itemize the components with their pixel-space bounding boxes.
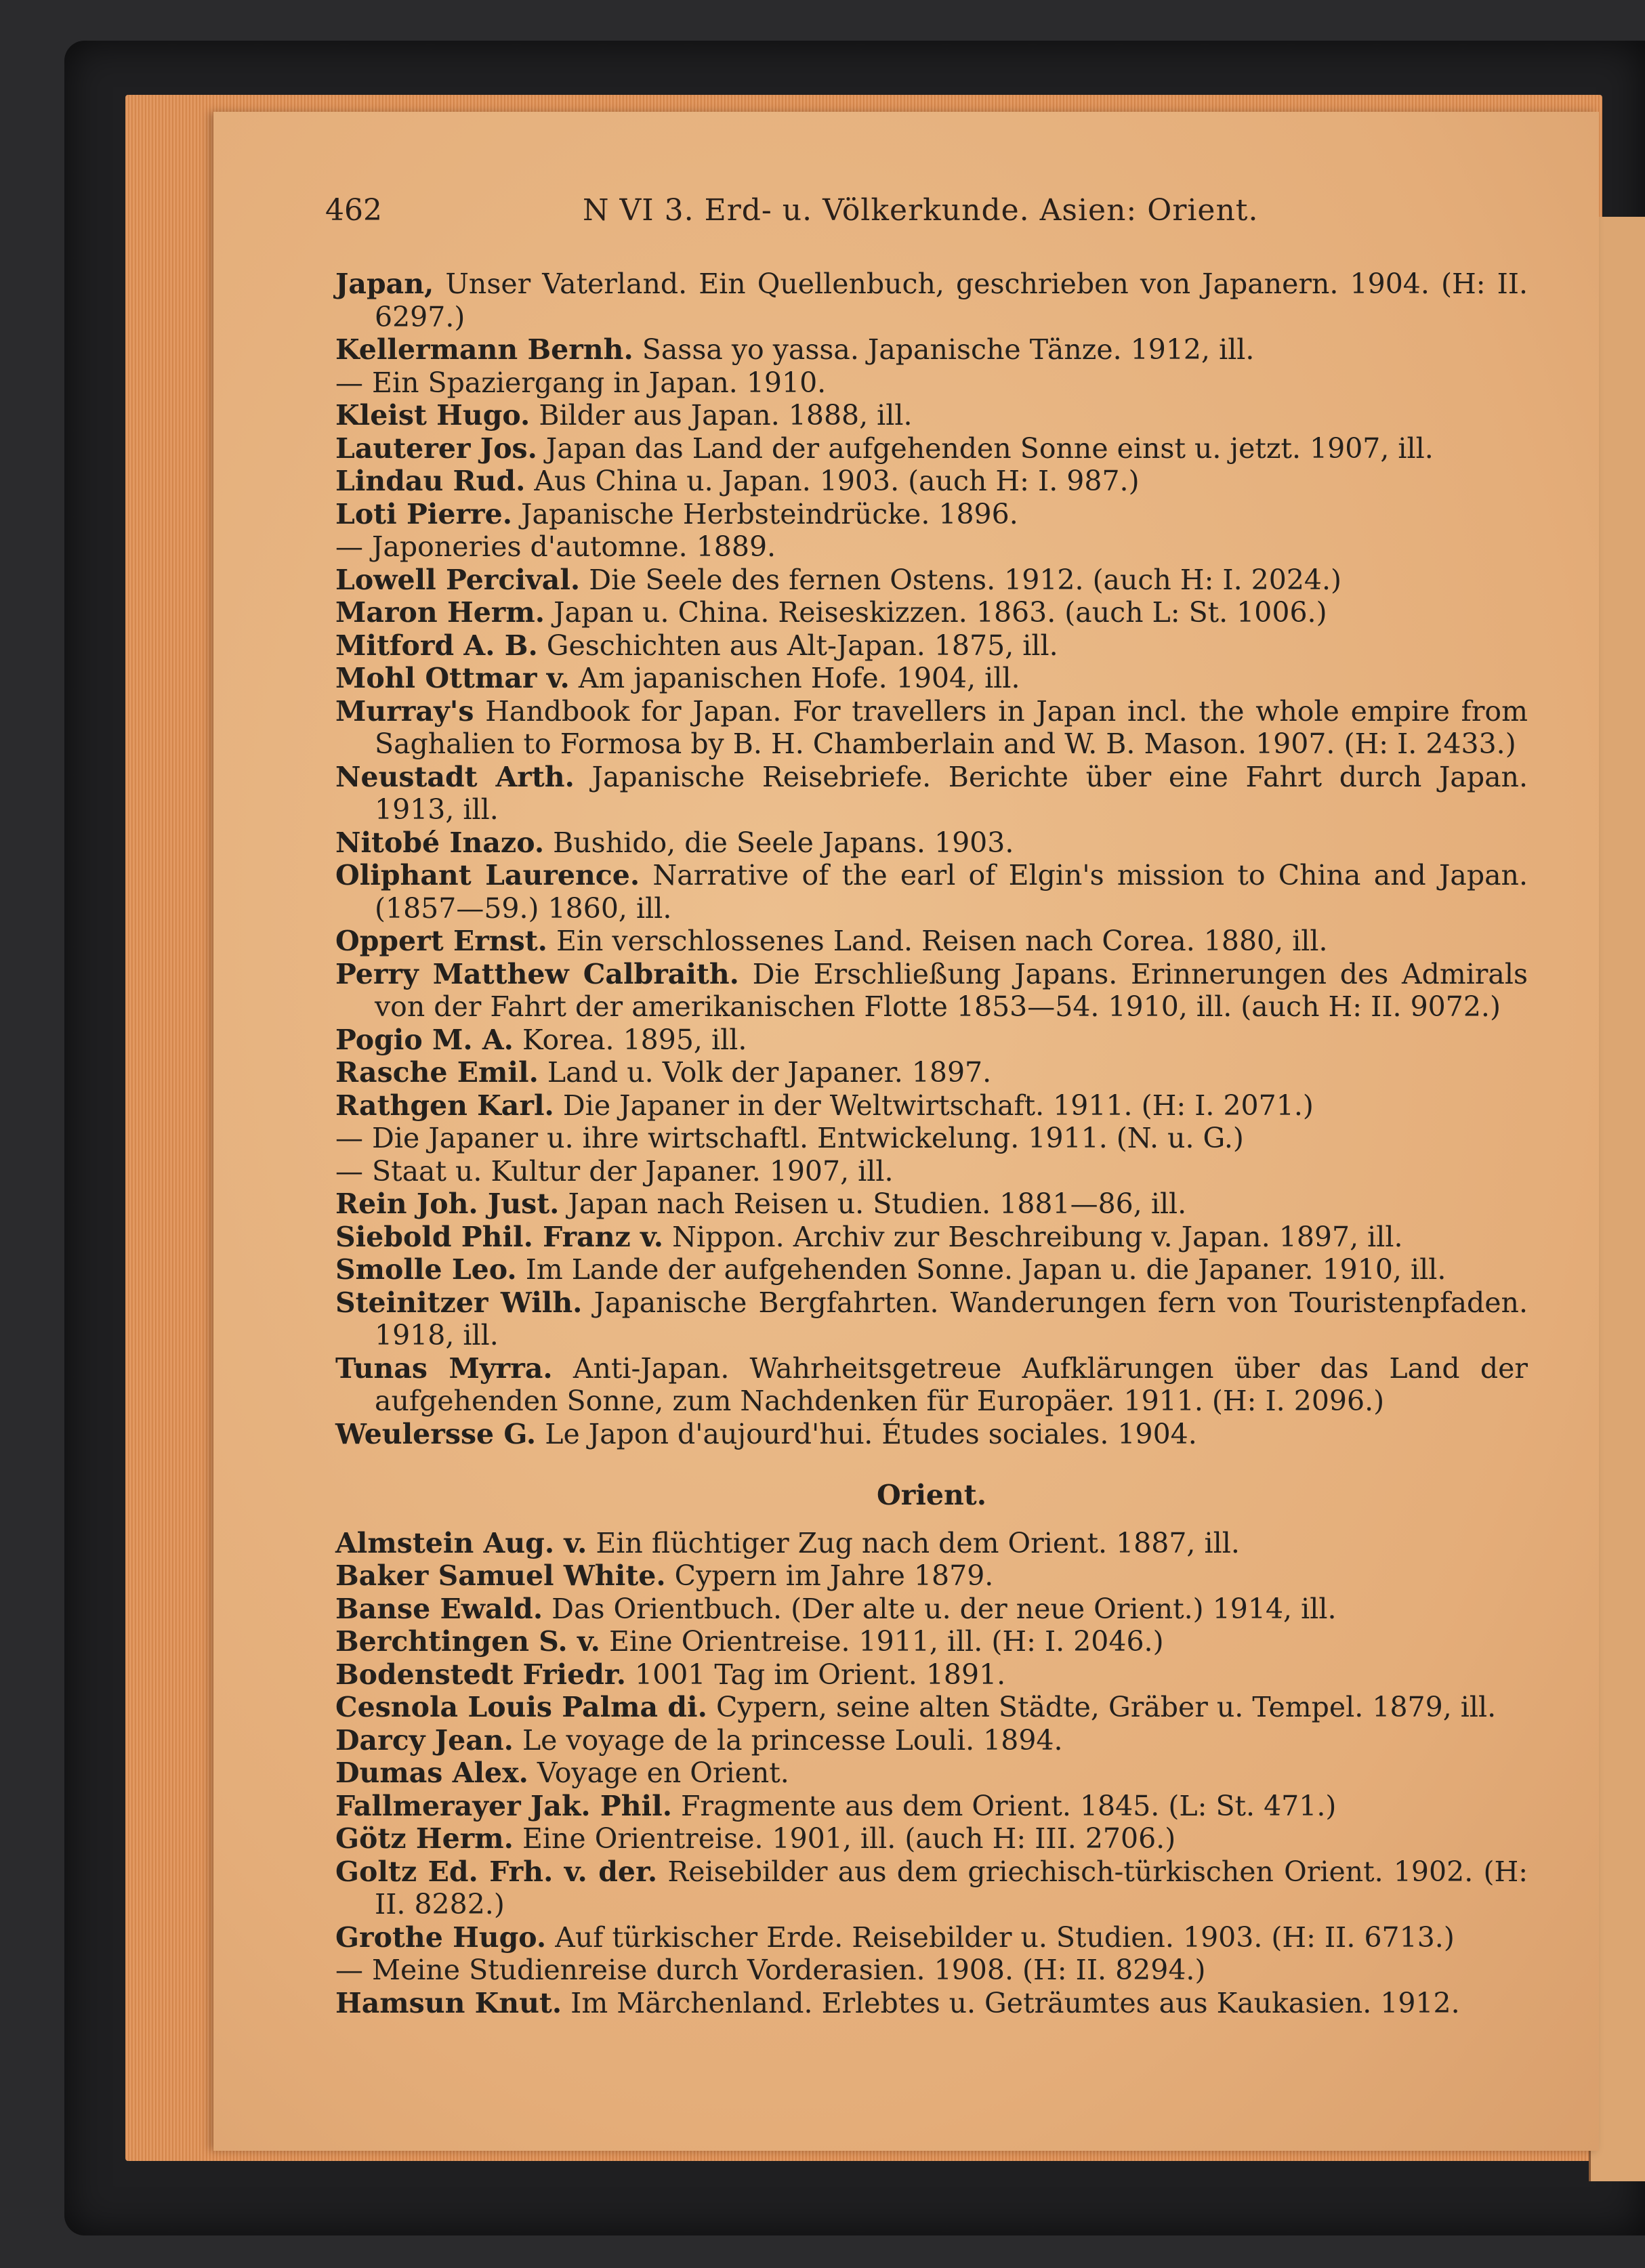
bibliography-entry [335, 1724, 1528, 1757]
entry-text: Japanische Bergfahrten. Wanderungen fern von Touristenpfaden. 1918, ill. [375, 1286, 1528, 1351]
entry-author: Perry Matthew Calbraith. [335, 957, 739, 990]
entry-author: Murray's [335, 694, 474, 728]
entry-text: Japan das Land der aufgehenden Sonne einst u. jetzt. 1907, ill. [537, 432, 1434, 465]
entry-text: Sassa yo yassa. Japanische Tänze. 1912, ill. [633, 333, 1255, 366]
entry-author: Nitobé Inazo. [335, 826, 545, 859]
bibliography-entry [335, 1089, 1528, 1122]
bibliography-entry [335, 695, 1528, 761]
bibliography-entry [335, 1691, 1528, 1724]
entry-text: Japan nach Reisen u. Studien. 1881—86, ill. [559, 1188, 1187, 1220]
bibliography-entry [335, 498, 1528, 531]
entry-text: — Japoneries d'automne. 1889. [335, 530, 776, 563]
entry-text: — Ein Spaziergang in Japan. 1910. [335, 366, 827, 399]
entry-author: Japan, [335, 268, 434, 300]
entry-author: Dumas Alex. [335, 1757, 528, 1789]
entry-text: Im Lande der aufgehenden Sonne. Japan u. die Japaner. 1910, ill. [516, 1253, 1446, 1286]
bibliography-entry [335, 859, 1528, 925]
entry-author: Lindau Rud. [335, 465, 526, 497]
entry-text: Voyage en Orient. [528, 1757, 789, 1789]
bibliography-entry [335, 1188, 1528, 1221]
entry-text: Cypern im Jahre 1879. [665, 1559, 994, 1592]
entry-text: Die Seele des fernen Ostens. 1912. (auch H: I. 2024.) [580, 563, 1342, 596]
bibliography-entry [335, 1954, 1528, 1987]
entry-text: Le Japon d'aujourd'hui. Études sociales. 1904. [536, 1417, 1197, 1450]
entry-author: Tunas Myrra. [335, 1351, 553, 1385]
bibliography-entry [335, 530, 1528, 564]
entry-text: Cypern, seine alten Städte, Gräber u. Tempel. 1879, ill. [707, 1691, 1497, 1723]
page-number: 462 [325, 193, 382, 228]
bibliography-entry [335, 1593, 1528, 1626]
entry-author: Kleist Hugo. [335, 399, 530, 432]
bibliography-entry [335, 1253, 1528, 1286]
entry-author: Hamsun Knut. [335, 1986, 562, 2019]
entry-text: Japanische Reisebriefe. Berichte über eine Fahrt durch Japan. 1913, ill. [375, 760, 1528, 826]
bibliography-entry [335, 564, 1528, 597]
entry-text: Eine Orientreise. 1901, ill. (auch H: III. 2706.) [513, 1822, 1176, 1855]
bibliography-entry [335, 1855, 1528, 1921]
bibliography-entry [335, 1527, 1528, 1560]
bibliography-entry [335, 1822, 1528, 1855]
entry-author: Berchtingen S. v. [335, 1625, 600, 1658]
section-title-orient: Orient. [877, 1479, 986, 1511]
bibliography-entry [335, 925, 1528, 958]
entry-text: Das Orientbuch. (Der alte u. der neue Orient.) 1914, ill. [543, 1592, 1337, 1625]
bibliography-entry [335, 826, 1528, 860]
entry-author: Weulersse G. [335, 1417, 537, 1450]
bibliography-entry [335, 596, 1528, 629]
entry-author: Maron Herm. [335, 596, 545, 629]
entry-text: Geschichten aus Alt-Japan. 1875, ill. [537, 629, 1058, 662]
entry-text: Narrative of the earl of Elgin's mission to China and Japan. (1857—59.) 1860, ill. [375, 859, 1528, 925]
entry-author: Goltz Ed. Frh. v. der. [335, 1855, 658, 1888]
bibliography-entry [335, 1757, 1528, 1790]
orient-entries [335, 1527, 1528, 2020]
entry-author: Rein Joh. Just. [335, 1188, 560, 1220]
entry-author: Darcy Jean. [335, 1723, 514, 1757]
entry-author: Cesnola Louis Palma di. [335, 1691, 707, 1723]
entry-author: Rasche Emil. [335, 1056, 539, 1089]
bibliography-entry [335, 1559, 1528, 1593]
bibliography-entry [335, 1625, 1528, 1658]
entry-text: — Staat u. Kultur der Japaner. 1907, ill. [335, 1154, 894, 1188]
entry-text: Ein verschlossenes Land. Reisen nach Corea. 1880, ill. [547, 925, 1328, 957]
entry-author: Steinitzer Wilh. [335, 1286, 583, 1319]
bibliography-entry [335, 761, 1528, 826]
entry-text: Land u. Volk der Japaner. 1897. [538, 1056, 992, 1089]
entry-text: Korea. 1895, ill. [513, 1023, 747, 1056]
entry-author: Fallmerayer Jak. Phil. [335, 1789, 672, 1822]
bibliography-entry [335, 1921, 1528, 1954]
entry-text: Ein flüchtiger Zug nach dem Orient. 1887, ill. [587, 1526, 1240, 1559]
bibliography-entry [335, 1352, 1528, 1418]
entry-author: Loti Pierre. [335, 497, 513, 530]
bibliography-entry [335, 399, 1528, 432]
entry-text: Im Märchenland. Erlebtes u. Geträumtes aus Kaukasien. 1912. [562, 1986, 1460, 2019]
bibliography-entry [335, 1122, 1528, 1155]
entry-author: Lowell Percival. [335, 563, 581, 596]
bibliography-entry [335, 958, 1528, 1024]
entry-text: 1001 Tag im Orient. 1891. [625, 1658, 1006, 1691]
entry-author: Banse Ewald. [335, 1592, 543, 1625]
entry-text: Die Japaner in der Weltwirtschaft. 1911. (H: I. 2071.) [554, 1089, 1314, 1122]
entry-author: Almstein Aug. v. [335, 1526, 587, 1559]
entry-author: Neustadt Arth. [335, 760, 575, 793]
bibliography-entry [335, 268, 1528, 333]
entry-author: Mohl Ottmar v. [335, 662, 570, 694]
entry-author: Lauterer Jos. [335, 432, 537, 465]
entry-text: Reisebilder aus dem griechisch-türkischen Orient. 1902. (H: II. 8282.) [375, 1855, 1528, 1920]
entry-author: Baker Samuel White. [335, 1559, 666, 1592]
bibliography-entry [335, 1221, 1528, 1254]
bibliography-entry [335, 1658, 1528, 1692]
entry-text: Unser Vaterland. Ein Quellenbuch, geschrieben von Japanern. 1904. (H: II. 6297.) [375, 268, 1528, 333]
bibliography-entry [335, 1418, 1528, 1451]
bibliography-entry [335, 465, 1528, 498]
entry-author: Oliphant Laurence. [335, 859, 640, 891]
entry-author: Rathgen Karl. [335, 1089, 554, 1122]
bibliography-entry [335, 1155, 1528, 1188]
entry-author: Mitford A. B. [335, 629, 538, 662]
entry-text: Aus China u. Japan. 1903. (auch H: I. 987.) [525, 465, 1140, 497]
bibliography-entry [335, 366, 1528, 400]
entry-text: Bushido, die Seele Japans. 1903. [544, 826, 1014, 859]
bibliography-entry [335, 1056, 1528, 1089]
bibliography-entry [335, 1024, 1528, 1057]
entry-text: Fragmente aus dem Orient. 1845. (L: St. 471.) [672, 1789, 1337, 1822]
entry-author: Oppert Ernst. [335, 925, 547, 957]
bibliography-entry [335, 662, 1528, 695]
entry-text: Am japanischen Hofe. 1904, ill. [569, 662, 1020, 694]
bibliography-entry [335, 629, 1528, 663]
bibliography-entry [335, 432, 1528, 465]
entry-author: Pogio M. A. [335, 1023, 514, 1056]
entry-text: Auf türkischer Erde. Reisebilder u. Studien. 1903. (H: II. 6713.) [546, 1920, 1455, 1954]
bibliography-list [335, 268, 1528, 2019]
page-header [325, 193, 1558, 240]
entry-text: Japanische Herbsteindrücke. 1896. [512, 497, 1018, 530]
entry-text: Die Erschließung Japans. Erinnerungen des Admirals von der Fahrt der amerikanischen Flotte 1853—54. 1910, ill. (auch H: II. 9072.) [375, 957, 1528, 1023]
entry-author: Götz Herm. [335, 1822, 514, 1855]
japan-entries [335, 268, 1528, 1450]
bibliography-entry [335, 333, 1528, 366]
entry-text: Le voyage de la princesse Louli. 1894. [513, 1723, 1063, 1757]
entry-text: Eine Orientreise. 1911, ill. (H: I. 2046.) [600, 1625, 1164, 1658]
bibliography-entry [335, 1790, 1528, 1823]
entry-author: Kellermann Bernh. [335, 333, 633, 366]
entry-author: Siebold Phil. Franz v. [335, 1220, 664, 1253]
entry-text: Nippon. Archiv zur Beschreibung v. Japan. 1897, ill. [663, 1220, 1403, 1253]
entry-text: — Meine Studienreise durch Vorderasien. 1908. (H: II. 8294.) [335, 1954, 1206, 1986]
entry-text: Bilder aus Japan. 1888, ill. [530, 399, 913, 432]
bibliography-entry [335, 1987, 1528, 2020]
entry-text: Japan u. China. Reiseskizzen. 1863. (auch L: St. 1006.) [545, 596, 1327, 629]
entry-author: Smolle Leo. [335, 1253, 517, 1286]
entry-text: Anti-Japan. Wahrheitsgetreue Aufklärungen über das Land der aufgehenden Sonne, zum Nachdenken für Europäer. 1911. (H: I. 2096.) [375, 1351, 1528, 1417]
entry-author: Grothe Hugo. [335, 1920, 547, 1954]
running-title: N VI 3. Erd- u. Völkerkunde. Asien: Orient. [583, 193, 1259, 228]
entry-author: Bodenstedt Friedr. [335, 1658, 626, 1691]
entry-text: — Die Japaner u. ihre wirtschaftl. Entwickelung. 1911. (N. u. G.) [335, 1122, 1244, 1154]
entry-text: Handbook for Japan. For travellers in Japan incl. the whole empire from Saghalien to Formosa by B. H. Chamberlain and W. B. Mason. 1907. (H: I. 2433.) [375, 694, 1528, 760]
bibliography-entry [335, 1286, 1528, 1352]
